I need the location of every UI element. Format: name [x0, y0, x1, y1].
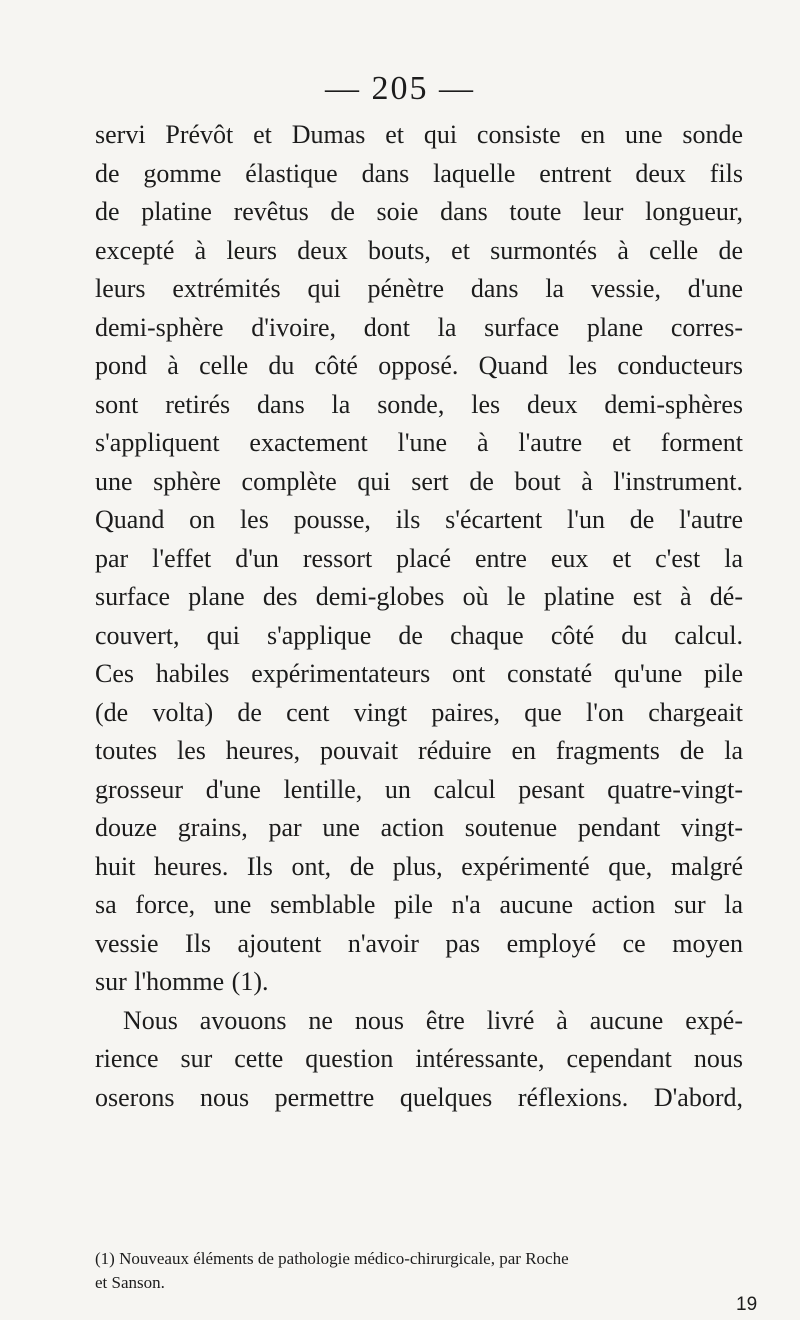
text-line: demi-sphère d'ivoire, dont la surface plane corres- — [95, 312, 743, 342]
text-line: une sphère complète qui sert de bout à l'instrument. — [95, 466, 743, 496]
text-line: sont retirés dans la sonde, les deux demi-sphères — [95, 389, 743, 419]
text-line: sur l'homme (1). — [95, 967, 269, 996]
text-line: Ces habiles expérimentateurs ont constaté qu'une pile — [95, 659, 743, 688]
text-line: huit heures. Ils ont, de plus, expérimenté que, malgré — [95, 851, 743, 881]
text-line: toutes les heures, pouvait réduire en fragments de la — [95, 736, 743, 765]
text-line: de platine revêtus de soie dans toute leur longueur, — [95, 197, 743, 226]
text-line: surface plane des demi-globes où le platine est à dé- — [95, 582, 743, 611]
text-line: de gomme élastique dans laquelle entrent deux fils — [95, 158, 743, 188]
text-line: excepté à leurs deux bouts, et surmontés à celle de — [95, 235, 743, 265]
text-line: Nous avouons ne nous être livré à aucune expé- — [123, 1005, 743, 1035]
text-line: pond à celle du côté opposé. Quand les conducteurs — [95, 351, 743, 380]
text-line: par l'effet d'un ressort placé entre eux et c'est la — [95, 543, 743, 573]
text-line: couvert, qui s'applique de chaque côté du calcul. — [95, 620, 743, 650]
text-line: servi Prévôt et Dumas et qui consiste en une sonde — [95, 120, 743, 149]
page-number: — 205 — — [325, 70, 475, 107]
printer-signature-mark: 19 — [736, 1294, 758, 1315]
body-text — [95, 116, 743, 1117]
text-line: rience sur cette question intéressante, cependant nous — [95, 1044, 743, 1073]
text-line: vessie Ils ajoutent n'avoir pas employé ce moyen — [95, 928, 743, 958]
text-line: oserons nous permettre quelques réflexions. D'abord, — [95, 1082, 743, 1112]
text-line: s'appliquent exactement l'une à l'autre et forment — [95, 428, 743, 457]
text-line: (de volta) de cent vingt paires, que l'on chargeait — [95, 697, 743, 727]
footnote — [95, 1247, 743, 1295]
text-line: Quand on les pousse, ils s'écartent l'un de l'autre — [95, 505, 743, 534]
text-line: douze grains, par une action soutenue pendant vingt- — [95, 813, 743, 842]
text-line: leurs extrémités qui pénètre dans la vessie, d'une — [95, 274, 743, 303]
footnote-line: (1) Nouveaux éléments de pathologie médico-chirurgicale, par Roche — [95, 1249, 569, 1268]
text-line: grosseur d'une lentille, un calcul pesant quatre-vingt- — [95, 774, 743, 804]
footnote-line: et Sanson. — [95, 1273, 165, 1292]
text-line: sa force, une semblable pile n'a aucune action sur la — [95, 890, 743, 919]
